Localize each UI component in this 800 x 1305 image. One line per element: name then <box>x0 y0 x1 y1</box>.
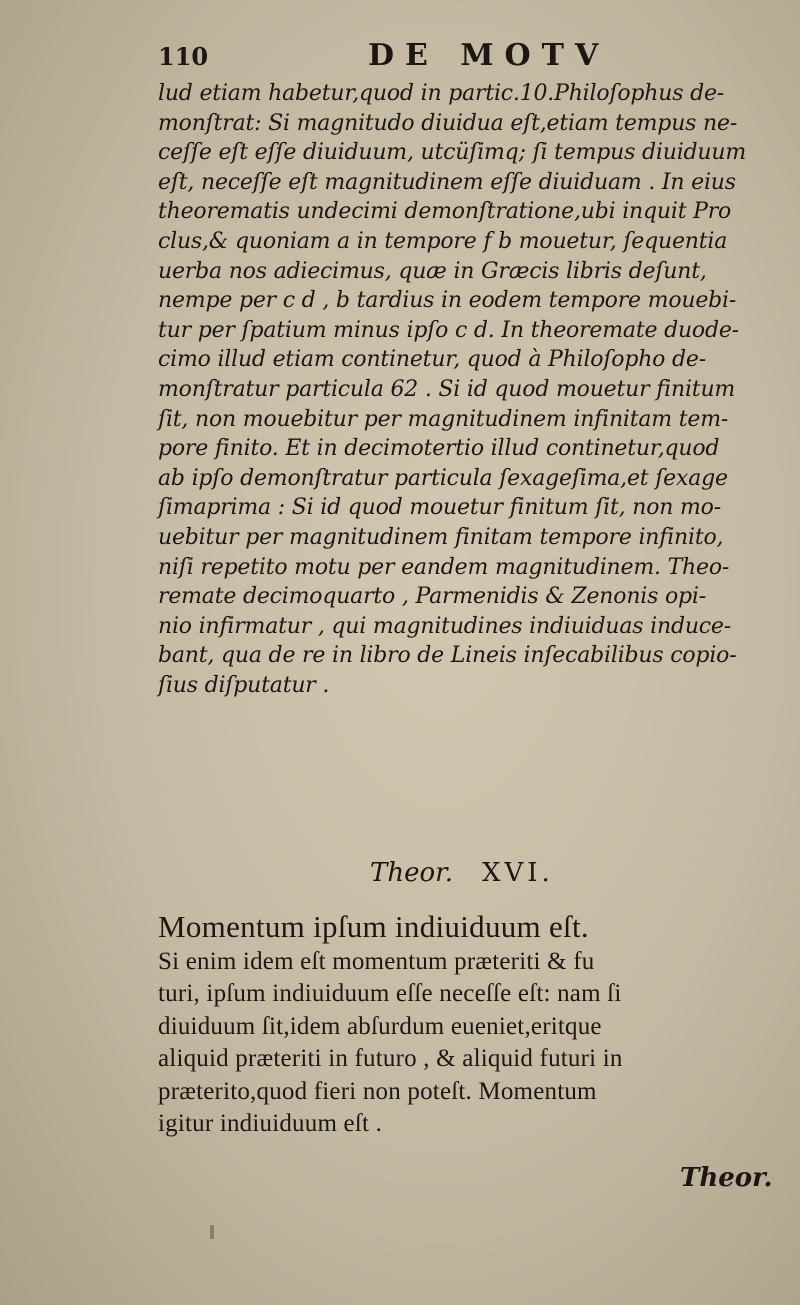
text-line: Si enim idem eſt momentum præteriti & fu <box>158 948 595 975</box>
text-line: uebitur per magnitudinem finitam tempore infinito, <box>158 524 724 550</box>
text-line: aliquid præteriti in futuro , & aliquid futuri in <box>158 1045 623 1073</box>
text-line: pore finito. Et in decimotertio illud continetur,quod <box>158 436 720 462</box>
text-line: clus,& quoniam a in tempore f b mouetur, ſequentia <box>158 228 728 254</box>
text-line: tur per ſpatium minus ipſo c d. In theoremate duode- <box>158 317 739 343</box>
text-line: remate decimoquarto , Parmenidis & Zenonis opi- <box>158 584 707 610</box>
theorem-statement: Momentum ipſum indiuiduum eſt. <box>158 909 589 944</box>
theorem-numeral: XVI. <box>482 858 554 888</box>
catchword: Theor. <box>680 1163 773 1193</box>
text-line: ſit, non mouebitur per magnitudinem infinitam tem- <box>158 406 729 432</box>
italic-paragraph <box>158 79 770 700</box>
text-line: turi, ipſum indiuiduum eſſe neceſſe eſt: nam ſi <box>158 980 622 1008</box>
text-line: ſimaprima : Si id quod mouetur finitum ſit, non mo- <box>158 495 721 521</box>
text-line: diuiduum ſit,idem abſurdum eueniet,eritque <box>158 1012 602 1040</box>
running-title: DE MOTV <box>368 38 610 73</box>
text-line: ſius diſputatur . <box>158 672 330 698</box>
text-line: ab ipſo demonſtratur particula ſexageſima,et ſexage <box>158 465 728 491</box>
text-line: uerba nos adiecimus, quæ in Græcis libris deſunt, <box>158 258 707 284</box>
text-line: præterito,quod fieri non poteſt. Momentum <box>158 1077 597 1105</box>
text-line: bant, qua de re in libro de Lineis inſecabilibus copio- <box>158 643 737 669</box>
text-line: lud etiam habetur,quod in partic.10.Philoſophus de- <box>158 81 725 106</box>
ink-mark <box>210 1225 214 1239</box>
text-line: monſtrat: Si magnitudo diuidua eſt,etiam tempus ne- <box>158 110 738 136</box>
page-number: 110 <box>158 42 209 71</box>
page-header <box>158 38 758 78</box>
theorem-label: Theor. <box>370 858 453 888</box>
text-line: ceſſe eſt eſſe diuiduum, utcüſimq; ſi tempus diuiduum <box>158 140 747 166</box>
text-line: nio infirmatur , qui magnitudines indiuiduas induce- <box>158 613 731 639</box>
text-line: monſtratur particula 62 . Si id quod mouetur finitum <box>158 376 736 402</box>
text-line: igitur indiuiduum eſt . <box>158 1109 383 1137</box>
text-line: theorematis undecimi demonſtratione,ubi inquit Pro <box>158 199 732 225</box>
text-line: cimo illud etiam continetur, quod à Philoſopho de- <box>158 347 706 373</box>
text-line: nempe per c d , b tardius in eodem tempore mouebi- <box>158 288 737 314</box>
text-line: eſt, neceſſe eſt magnitudinem eſſe diuiduam . In eius <box>158 169 736 195</box>
roman-paragraph <box>158 908 770 1140</box>
text-line: niſi repetito motu per eandem magnitudinem. Theo- <box>158 554 730 580</box>
